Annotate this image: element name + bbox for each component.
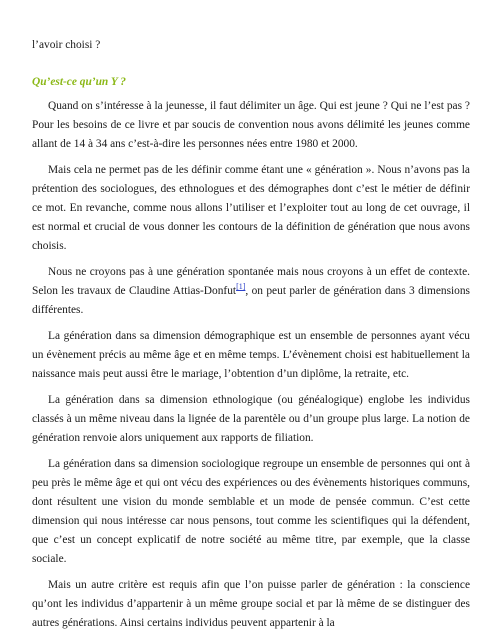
- paragraph-demographic-dimension: La génération dans sa dimension démographique est un ensemble de personnes ayant vécu un évènement précis au même âge et en même temps. L’évènement choisi est habituellement la naissance mais peut aussi être le mariage, l’obtention d’un diplôme, la retraite, etc.: [32, 330, 470, 380]
- paragraph-context-effect: [32, 263, 470, 320]
- paragraph-text-after-footnote: , on peut parler de génération dans 3 dimensions différentes.: [32, 285, 470, 316]
- document-page: [32, 36, 470, 640]
- paragraph-age-definition: Quand on s’intéresse à la jeunesse, il faut délimiter un âge. Qui est jeune ? Qui ne l’est pas ? Pour les besoins de ce livre et par soucis de convention nous avons délimité les jeunes comme allant de 14 à 34 ans c’est-à-dire les personnes nées entre 1980 et 2000.: [32, 100, 470, 150]
- paragraph-consciousness-criterion: Mais un autre critère est requis afin que l’on puisse parler de génération : la conscience qu’ont les individus d’appartenir à un même groupe social et par là même de se distinguer des autres générations. Ainsi certains individus peuvent appartenir à la: [32, 579, 470, 629]
- paragraph-generation-definition: Mais cela ne permet pas de les définir comme étant une « génération ». Nous n’avons pas la prétention des sociologues, des ethnologues et des démographes dont c’est le métier de définir ce mot. En revanche, comme nous allons l’utiliser et l’exploiter tout au long de cet ouvrage, il est normal et crucial de vous donner les contours de la définition de génération que nous avons choisis.: [32, 164, 470, 252]
- paragraph-sociological-dimension: La génération dans sa dimension sociologique regroupe un ensemble de personnes qui ont à peu près le même âge et qui ont vécu des expériences ou des évènements historiques communs, dont résultent une vision du monde semblable et un mode de pensée commun. C’est cette dimension qui nous intéresse car nous pensons, tout comme les scientifiques qui la défendent, que c’est un concept explicatif de notre société au même titre, par exemple, que la classe sociale.: [32, 458, 470, 565]
- continued-text-line: l’avoir choisi ?: [32, 39, 101, 51]
- paragraph-text-before-footnote: Nous ne croyons pas à une génération spontanée mais nous croyons à un effet de contexte. Selon les travaux de Claudine Attias-Donfut: [32, 266, 470, 297]
- footnote-link[interactable]: [1]: [236, 282, 246, 292]
- paragraph-ethnological-dimension: La génération dans sa dimension ethnologique (ou généalogique) englobe les individus classés à un même niveau dans la lignée de la parentèle ou d’un groupe plus large. La notion de génération renvoie alors uniquement aux rapports de filiation.: [32, 394, 470, 444]
- section-heading: Qu’est-ce qu’un Y ?: [32, 76, 126, 88]
